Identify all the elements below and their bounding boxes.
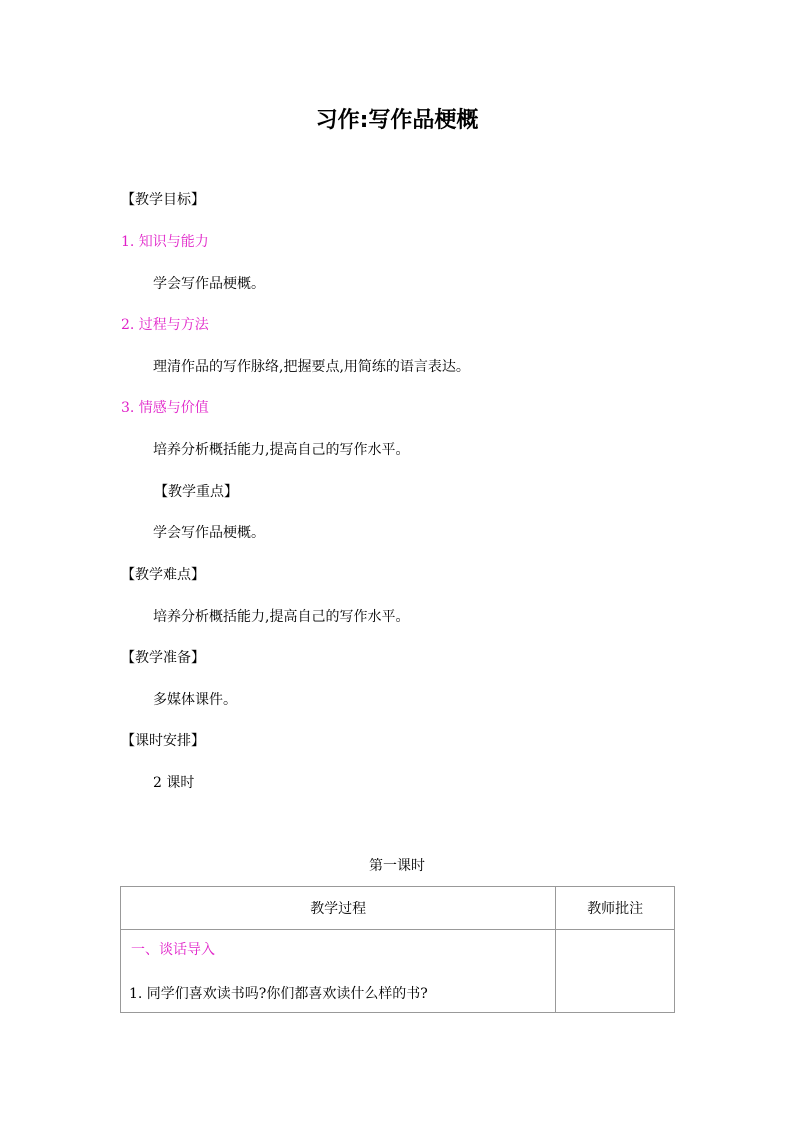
lesson-title: 第一课时 <box>369 858 425 874</box>
objective-2-text: 理清作品的写作脉络,把握要点,用简练的语言表达。 <box>153 359 470 375</box>
table-row <box>121 930 675 1013</box>
key-point-label: 【教学重点】 <box>154 484 238 500</box>
schedule-label: 【课时安排】 <box>121 733 205 749</box>
objective-1-heading: 1. 知识与能力 <box>121 234 209 250</box>
difficulty-label: 【教学难点】 <box>121 567 205 583</box>
objectives-label: 【教学目标】 <box>121 192 205 208</box>
table-header-row <box>121 887 675 930</box>
page-title: 习作:写作品梗概 <box>315 108 479 133</box>
step-text: 1. 同学们喜欢读书吗?你们都喜欢读什么样的书? <box>129 986 428 1002</box>
preparation-label: 【教学准备】 <box>121 650 205 666</box>
difficulty-text: 培养分析概括能力,提高自己的写作水平。 <box>153 609 410 625</box>
key-point-text: 学会写作品梗概。 <box>153 525 265 541</box>
objective-1-text: 学会写作品梗概。 <box>153 276 265 292</box>
objective-2-heading: 2. 过程与方法 <box>121 317 209 333</box>
header-process: 教学过程 <box>121 887 556 930</box>
process-cell <box>121 930 556 1013</box>
notes-cell <box>556 930 675 1013</box>
preparation-text: 多媒体课件。 <box>153 692 237 708</box>
objective-3-text: 培养分析概括能力,提高自己的写作水平。 <box>153 442 410 458</box>
teaching-process-table <box>120 886 675 1013</box>
header-notes: 教师批注 <box>556 887 675 930</box>
objective-3-heading: 3. 情感与价值 <box>121 400 209 416</box>
step-heading: 一、谈话导入 <box>131 942 215 958</box>
schedule-text: 2 课时 <box>153 775 195 791</box>
